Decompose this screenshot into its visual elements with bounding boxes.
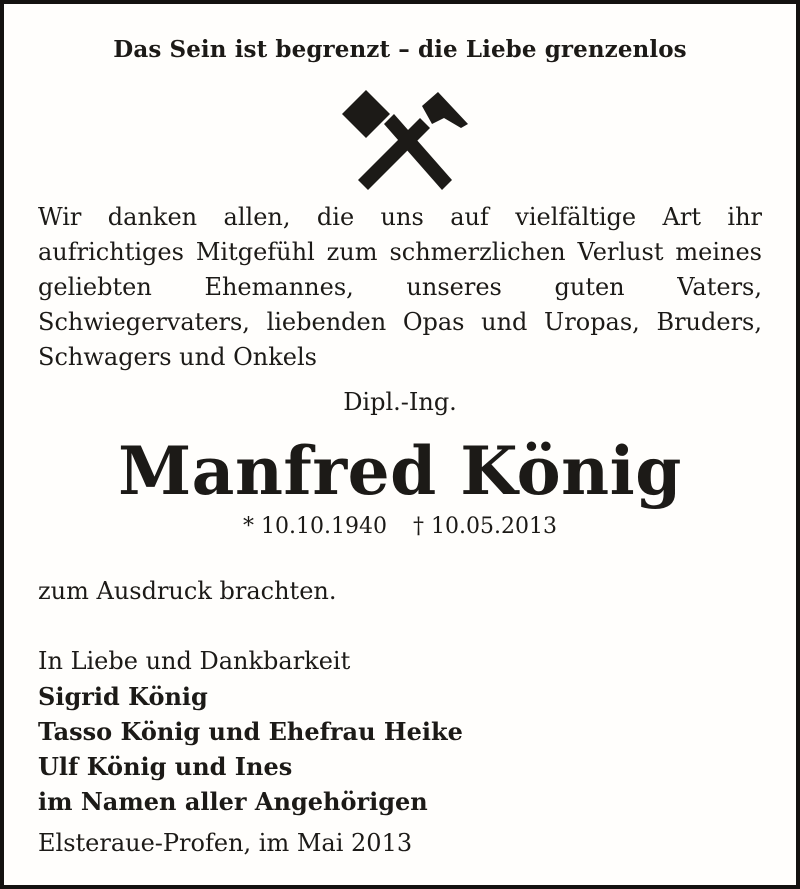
signature-block [38,644,463,819]
academic-title: Dipl.-Ing. [343,388,457,416]
mourner-line: Tasso König und Ehefrau Heike [38,717,463,746]
place-and-date: Elsteraue-Profen, im Mai 2013 [38,829,413,857]
signature-lead: In Liebe und Dankbarkeit [38,647,351,675]
mourner-line: im Namen aller Angehörigen [38,787,428,816]
mourner-line: Sigrid König [38,682,208,711]
death-date: † 10.05.2013 [413,514,557,539]
birth-date: * 10.10.1940 [243,514,387,539]
motto-heading: Das Sein ist begrenzt – die Liebe grenzenlos [113,36,687,63]
thanks-paragraph: Wir danken allen, die uns auf vielfältige Art ihr aufrichtiges Mitgefühl zum schmerzlichen Verlust meines geliebten Ehemannes, unseres guten Vaters, Schwiegervaters, liebenden Opas und Uropas, Bruders, Schwagers und Onkels [38,203,762,371]
deceased-name: Manfred König [118,432,682,510]
mourner-line: Ulf König und Ines [38,752,293,781]
life-dates [4,514,796,539]
hammer-and-pick-icon [340,84,468,196]
closing-sentence: zum Ausdruck brachten. [38,577,337,605]
